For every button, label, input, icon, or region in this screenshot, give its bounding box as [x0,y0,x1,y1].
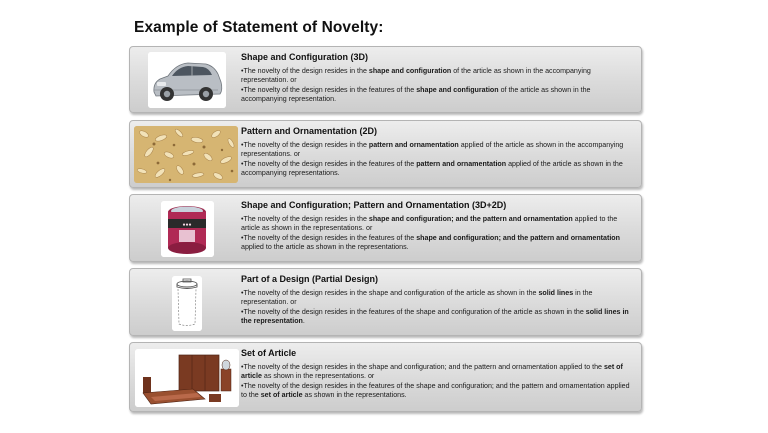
car-image [148,52,226,108]
bullet-item [241,308,637,326]
bullet-text: as shown in the representations. [302,391,407,399]
card-heading: Shape and Configuration; Pattern and Ornamentation (3D+2D) [241,200,507,210]
bullet-text: applied to the article as shown in the representations. [241,243,409,251]
bullet-text: •The novelty of the design resides in the features of the [241,160,417,168]
bullet-item [241,289,637,307]
bullet-item [241,86,637,104]
svg-text:●●●: ●●● [182,222,192,228]
bin-line-drawing-image [172,276,202,331]
bullet-text: . [302,317,305,325]
bullet-text: of the article as shown in the accompanying representation. or [241,67,591,84]
bullet-text: applied of the article as shown in the accompanying representations. or [241,141,624,158]
card-heading: Pattern and Ornamentation (2D) [241,126,378,136]
bullet-item [241,67,637,85]
emphasis-text: shape and configuration [416,86,499,94]
bullet-text: applied of the article as shown in the accompanying representations. [241,160,623,177]
bullet-item [241,363,637,381]
bullet-text: •The novelty of the design resides in the shape and configuration of the article as shown in the [241,289,539,297]
bullet-text: •The novelty of the design resides in the features of the shape and configuration; and the pattern and ornamentation applied to the [241,382,630,399]
card-heading: Shape and Configuration (3D) [241,52,368,62]
bullet-item [241,382,637,400]
bullet-text: applied to the article as shown in the representations. or [241,215,618,232]
novelty-card-set [129,342,642,412]
emphasis-text: shape and configuration [368,67,452,75]
bullet-text: •The novelty of the design resides in the [241,215,369,223]
bullet-item [241,160,637,178]
bullet-item [241,141,637,159]
novelty-card-partial [129,268,642,336]
card-heading: Set of Article [241,348,297,358]
bullet-item [241,234,637,252]
decorated-tin-image [161,201,214,257]
ornament-pattern-image [134,126,238,183]
emphasis-text: set of article [241,363,623,380]
bullet-text: •The novelty of the design resides in the features of the shape and configuration of the article as shown in the [241,308,586,316]
novelty-card-3d-2d [129,194,642,262]
bullet-text: •The novelty of the design resides in the shape and configuration; and the pattern and ornamentation applied to the [241,363,604,371]
bullet-list [241,141,637,179]
bullet-item [241,215,637,233]
bullet-text: •The novelty of the design resides in the [241,67,369,75]
bullet-list [241,363,637,401]
card-heading: Part of a Design (Partial Design) [241,274,379,284]
emphasis-text: solid lines in the representation [241,308,629,325]
page-title: Example of Statement of Novelty: [134,19,384,36]
bullet-list [241,67,637,105]
bullet-text: •The novelty of the design resides in the [241,141,369,149]
novelty-card-3d [129,46,642,113]
bullet-text: of the article as shown in the accompanying representation. [241,86,591,103]
emphasis-text: pattern and ornamentation [416,160,507,168]
emphasis-text: shape and configuration; and the pattern and ornamentation [416,234,620,242]
bullet-text: •The novelty of the design resides in the features of the [241,86,417,94]
bullet-text: as shown in the representations. or [261,372,375,380]
emphasis-text: solid lines [538,289,574,297]
bullet-list [241,289,637,327]
emphasis-text: pattern and ornamentation [368,141,459,149]
emphasis-text: set of article [260,391,303,399]
bullet-text: •The novelty of the design resides in the features of the [241,234,417,242]
bullet-list [241,215,637,253]
emphasis-text: shape and configuration; and the pattern and ornamentation [368,215,573,223]
novelty-card-2d [129,120,642,188]
bedroom-furniture-set-image [135,349,239,407]
bullet-text: in the representation. or [241,289,593,306]
